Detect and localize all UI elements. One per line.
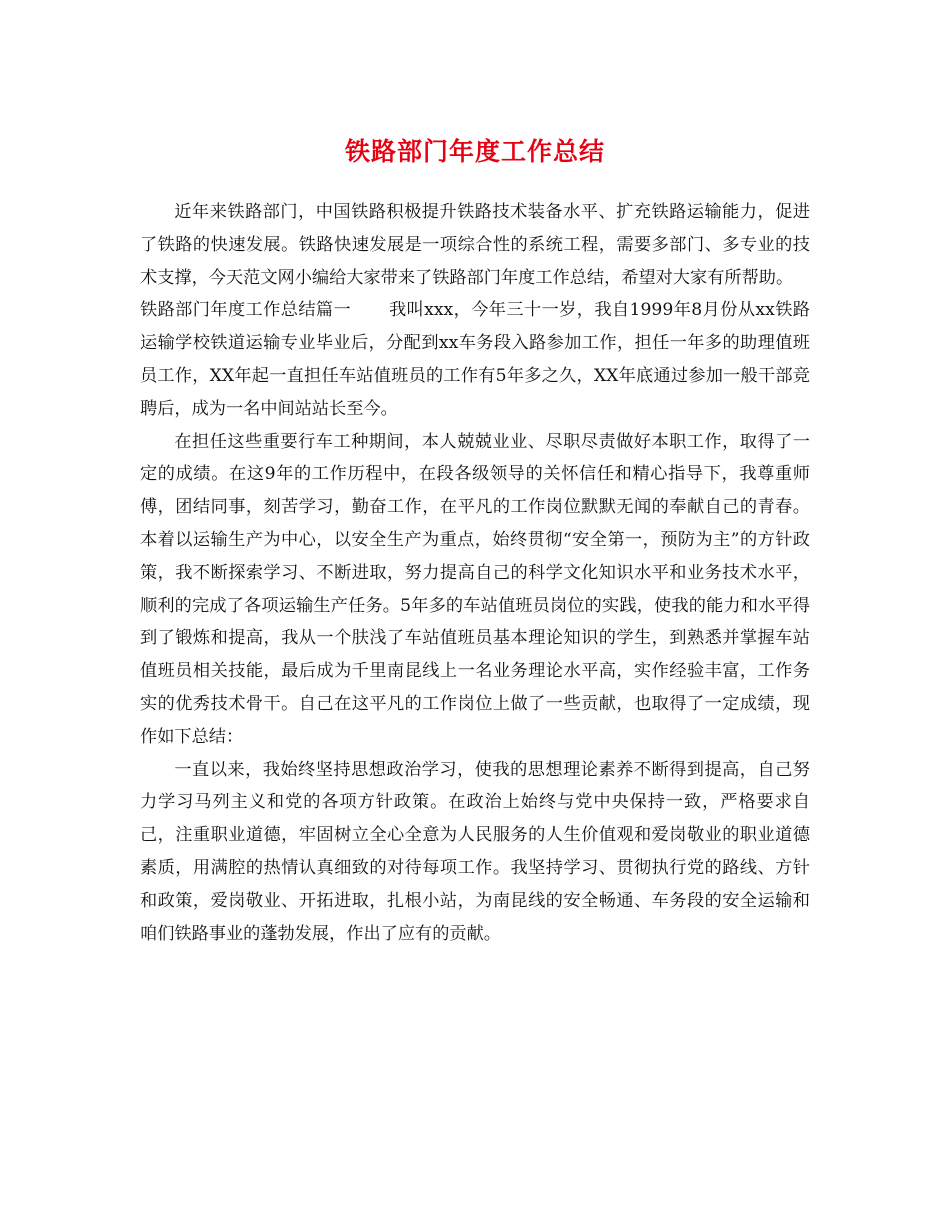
section-heading: 铁路部门年度工作总结篇一 (140, 300, 352, 321)
document-title: 铁路部门年度工作总结 (344, 137, 605, 166)
section-paragraph (140, 294, 810, 425)
body-paragraph-achievements: 在担任这些重要行车工种期间，本人兢兢业业、尽职尽责做好本职工作，取得了一定的成绩。在这9年的工作历程中，在段各级领导的关怀信任和精心指导下，我尊重师傅，团结同事，刻苦学习，勤奋工作，在平凡的工作岗位默默无闻的奉献自己的青春。本着以运输生产为中心，以安全生产为重点，始终贯彻“安全第一，预防为主”的方针政策，我不断探索学习、不断进取，努力提高自己的科学文化知识水平和业务技术水平，顺利的完成了各项运输生产任务。5年多的车站值班员岗位的实践，使我的能力和水平得到了锻炼和提高，我从一个肤浅了车站值班员基本理论知识的学生，到熟悉并掌握车站值班员相关技能，最后成为千里南昆线上一名业务理论水平高，实作经验丰富，工作务实的优秀技术骨干。自己在这平凡的工作岗位上做了一些贡献，也取得了一定成绩，现作如下总结： (140, 431, 810, 747)
body-paragraph-political-study: 一直以来，我始终坚持思想政治学习，使我的思想理论素养不断得到提高，自己努力学习马列主义和党的各项方针政策。在政治上始终与党中央保持一致，严格要求自己，注重职业道德，牢固树立全心全意为人民服务的人生价值观和爱岗敬业的职业道德素质，用满腔的热情认真细致的对待每项工作。我坚持学习、贯彻执行党的路线、方针和政策，爱岗敬业、开拓进取，扎根小站，为南昆线的安全畅通、车务段的安全运输和咱们铁路事业的蓬勃发展，作出了应有的贡献。 (140, 759, 810, 944)
section-first-paragraph: 我叫xxx，今年三十一岁，我自1999年8月份从xx铁路运输学校铁道运输专业毕业后，分配到xx车务段入路参加工作，担任一年多的助理值班员工作，XX年起一直担任车站值班员的工作有5年多之久，XX年底通过参加一般干部竞聘后，成为一名中间站站长至今。 (140, 300, 810, 419)
intro-paragraph: 近年来铁路部门，中国铁路积极提升铁路技术装备水平、扩充铁路运输能力，促进了铁路的快速发展。铁路快速发展是一项综合性的系统工程，需要多部门、多专业的技术支撑，今天范文网小编给大家带来了铁路部门年度工作总结，希望对大家有所帮助。 (140, 202, 810, 288)
